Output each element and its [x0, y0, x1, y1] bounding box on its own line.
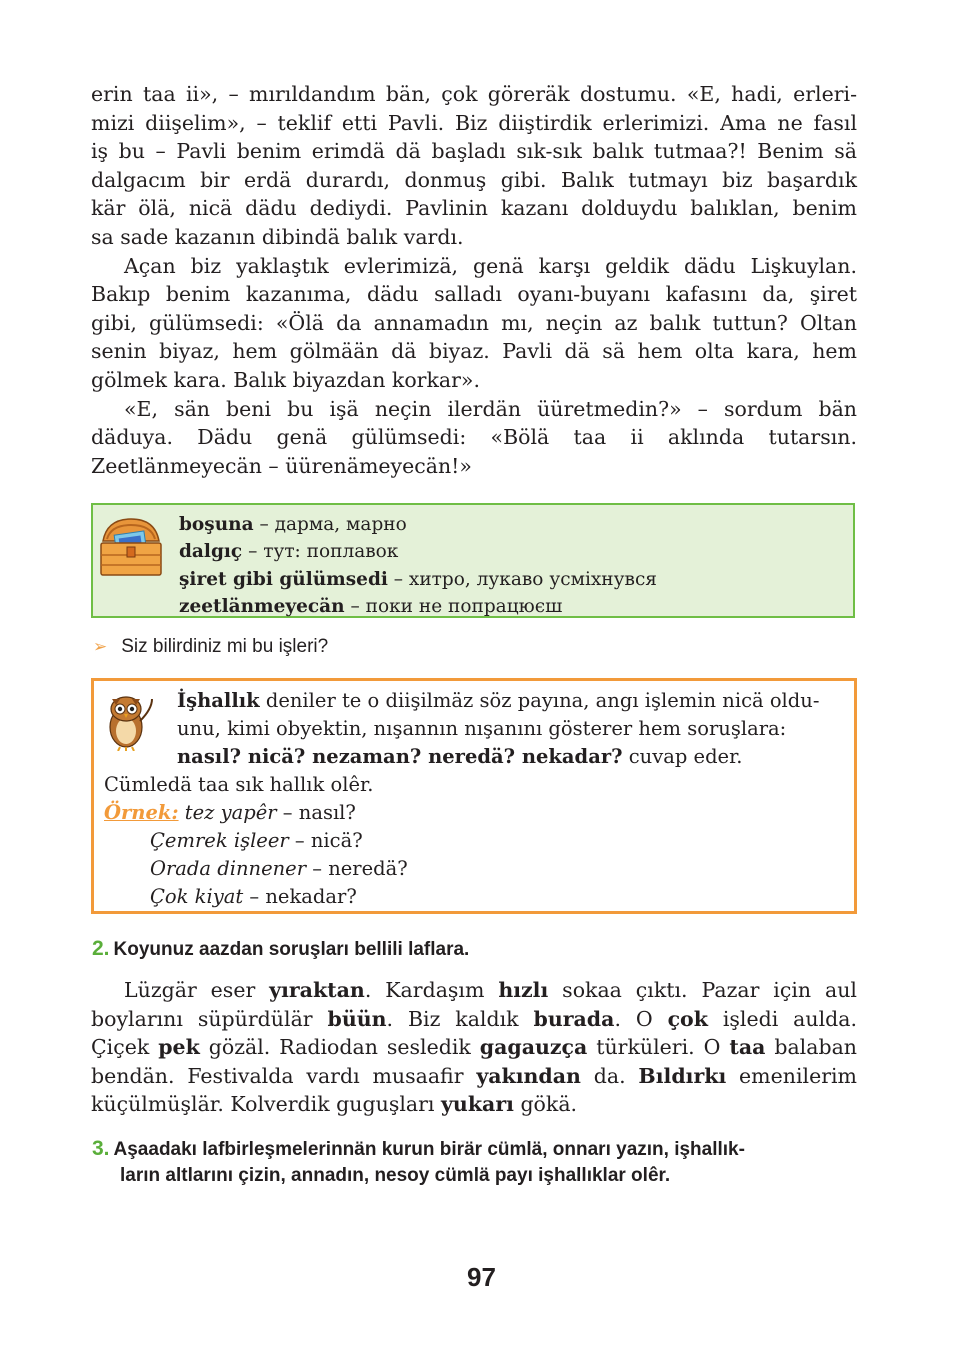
- text-line: «E, sän beni bu işä neçin ilerdän üüretmedin?» – sordum bän: [124, 396, 857, 421]
- task-instruction: Koyunuz aazdan soruşları bellili laflara.: [113, 939, 470, 960]
- exercise-paragraph: [91, 976, 857, 1119]
- task-2-heading: [92, 936, 469, 963]
- exercise-text: [91, 976, 857, 1119]
- text-line: Açan biz yaklaştık evlerimizä, genä karşı geldik dädu Lişkuylan.: [124, 253, 857, 278]
- question-text: Siz bilirdiniz mi bu işleri?: [121, 636, 329, 657]
- vocabulary-word: şiret gibi gülümsedi: [179, 568, 388, 590]
- task-number: 2.: [92, 937, 110, 960]
- text-line: bendän. Festivalda vardı musaafir yakından da. Bıldırkı emenilerim: [91, 1063, 857, 1088]
- text-line: boylarını süpürdülär büün. Biz kaldık burada. O çok işledi aulda.: [91, 1006, 857, 1031]
- text-line: mizi diişelim», – teklif etti Pavli. Biz diiştirdik erlerimizi. Ama ne fasıl: [91, 110, 857, 135]
- example-line: Orada dinnener – neredä?: [150, 857, 408, 880]
- text-line: küçülmüşlär. Kolverdik guguşları yukarı gökä.: [91, 1092, 578, 1117]
- vocabulary-list: [179, 511, 657, 620]
- treasure-chest-icon: [97, 511, 165, 581]
- text-line: Çiçek pek gözäl. Radiodan sesledik gagauzça türküleri. O taa balaban: [91, 1035, 857, 1060]
- text-line: Lüzgär eser yıraktan. Kardaşım hızlı sokaa çıktı. Pazar için aul: [124, 978, 857, 1002]
- story-paragraph-3: [91, 395, 857, 481]
- vocabulary-item: [179, 593, 657, 620]
- vocabulary-item: [179, 538, 657, 565]
- text-line: sa sade kazanın dibindä balık vardı.: [91, 224, 464, 249]
- text-line: däduya. Dädu genä gülümsedi: «Bölä taa ii aklında tutarsın.: [91, 425, 857, 450]
- example-line: Çemrek işleer – nicä?: [150, 829, 363, 852]
- page-number: 97: [467, 1262, 496, 1292]
- vocabulary-item: [179, 566, 657, 593]
- example-line: Çok kiyat – nekadar?: [150, 885, 357, 908]
- text-line: kär ölä, nicä dädu dediydi. Pavlinin kazanı dolduydu balıklan, benim: [91, 196, 857, 221]
- vocabulary-separator: –: [253, 514, 275, 535]
- vocabulary-word: dalgıç: [179, 541, 243, 563]
- example-label: Örnek:: [104, 801, 179, 824]
- discussion-question: [93, 636, 328, 658]
- text-line: iş bu – Pavli benim erimdä dä başladı sık-sık balık tutmaa?! Benim sä: [91, 139, 857, 164]
- rule-term: İşhallık: [177, 689, 260, 712]
- text-line: gibi, gülümsedi: «Ölä da annamadın mı, neçin az balık tuttun? Oltan: [91, 310, 857, 335]
- text-line: erin taa ii», – mırıldandım bän, çok göreräk dostumu. «E, hadi, erleri-: [91, 82, 857, 106]
- vocabulary-word: zeetlänmeyecän: [179, 595, 345, 617]
- text-line: Zeetlänmeyecän – üürenämeyecän!»: [91, 453, 472, 478]
- vocabulary-separator: –: [387, 568, 409, 590]
- story-paragraph-1: [91, 80, 857, 252]
- task-instruction: Aşaadakı lafbirleşmelerinnän kurun birär cümlä, onnarı yazın, işhallık-: [113, 1139, 745, 1160]
- task-number: 3.: [92, 1137, 110, 1160]
- rule-line: İşhallık deniler te o diişilmäz söz payına, angı işlemin nicä oldu-: [177, 689, 820, 712]
- vocabulary-word: boşuna: [179, 514, 254, 535]
- text-line: Bakıp benim kazanıma, dädu salladı oyanı-buyanı kafasını da, şiret: [91, 282, 857, 307]
- vocabulary-meaning: поки не попрацюєш: [365, 595, 563, 617]
- rule-line: unu, kimi obyektin, nışannın nışanını gösterer hem soruşlara:: [177, 717, 787, 740]
- arrow-bullet-icon: ➢: [93, 637, 108, 656]
- vocabulary-meaning: тут: поплавок: [263, 541, 399, 563]
- text-line: senin biyaz, hem gölmään dä biyaz. Pavli dä sä hem olta kara, hem: [91, 339, 857, 364]
- rule-line: nasıl? nicä? nezaman? neredä? nekadar? cuvap eder.: [177, 745, 743, 768]
- example-line: Örnek: tez yapêr – nasıl?: [104, 801, 356, 824]
- text-line: dalgacım bir erdä durardı, donmuş gibi. Balık tutmayı biz başardık: [91, 167, 857, 192]
- vocabulary-box: [91, 503, 855, 618]
- rule-questions: nasıl? nicä? nezaman? neredä? nekadar?: [177, 745, 623, 768]
- vocabulary-separator: –: [344, 595, 366, 617]
- task-instruction-continued: ların altlarını çizin, annadın, nesoy cümlä payı işhallıklar olêr.: [120, 1165, 671, 1186]
- vocabulary-meaning: хитро, лукаво усміхнувся: [408, 568, 657, 590]
- grammar-rule-box: [91, 678, 857, 914]
- vocabulary-separator: –: [242, 541, 264, 563]
- vocabulary-item: [179, 511, 657, 538]
- text-line: gölmek kara. Balık biyazdan korkar».: [91, 367, 480, 392]
- rule-text: [104, 687, 844, 911]
- rule-line: Cümledä taa sık hallık olêr.: [104, 773, 374, 796]
- story-text: [91, 80, 857, 480]
- story-paragraph-2: [91, 252, 857, 395]
- vocabulary-meaning: дарма, марно: [274, 514, 407, 535]
- task-3-heading: [92, 1136, 745, 1189]
